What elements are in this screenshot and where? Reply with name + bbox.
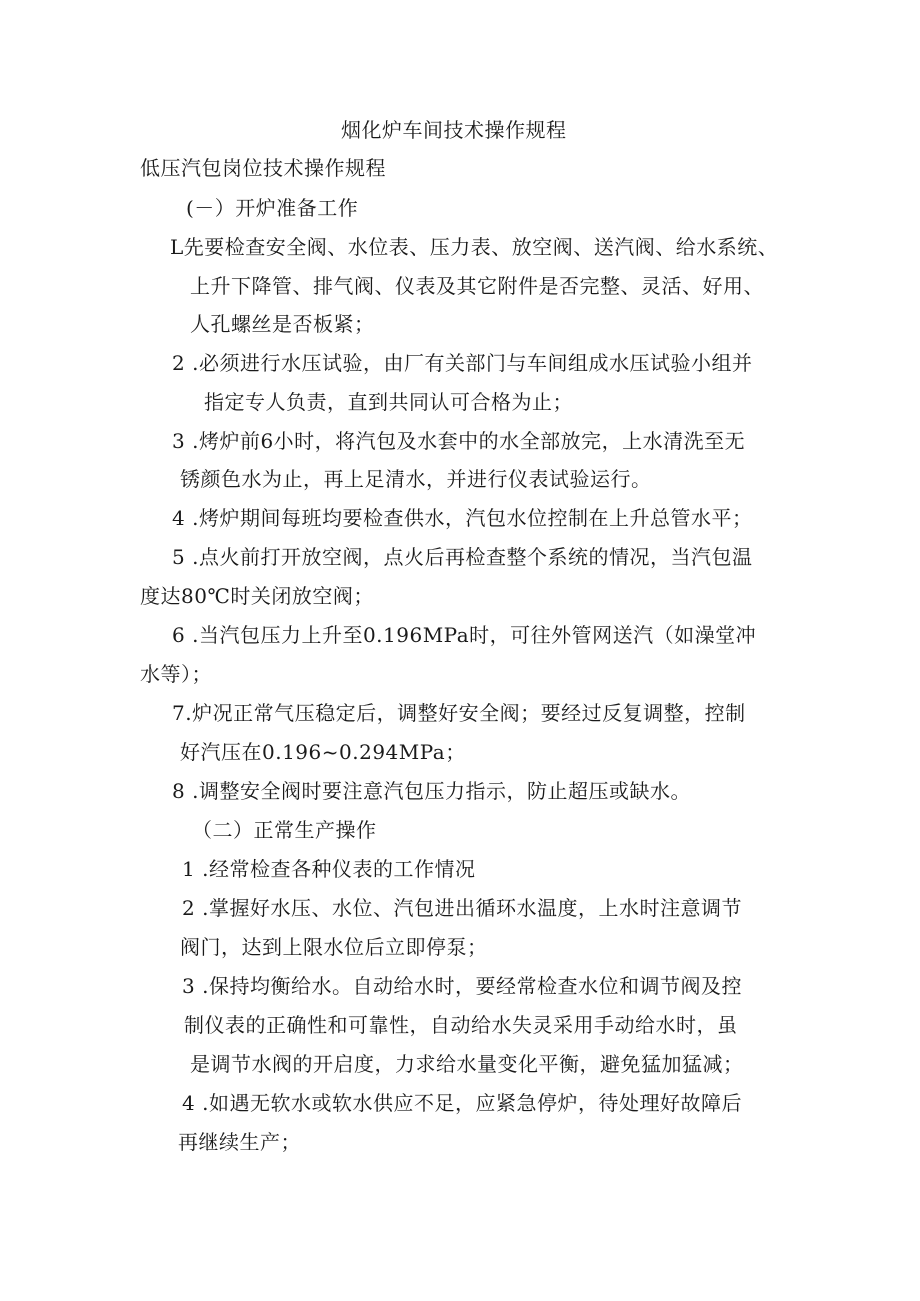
section1-item-3-line-1: 3 .烤炉前6小时，将汽包及水套中的水全部放完，上水清洗至无 [172, 429, 746, 453]
section2-item-2-line-2: 阀门，达到上限水位后立即停泵； [180, 935, 488, 959]
section1-item-3-line-2: 锈颜色水为止，再上足清水，并进行仪表试验运行。 [180, 467, 652, 491]
section-heading-1: (－）开炉准备工作 [186, 196, 359, 220]
section1-item-1-line-3: 人孔螺丝是否板紧； [190, 312, 375, 336]
section1-item-2-line-1: 2 .必须进行水压试验，由厂有关部门与车间组成水压试验小组并 [172, 351, 753, 375]
section1-item-4-line-1: 4 .烤炉期间每班均要检查供水，汽包水位控制在上升总管水平； [172, 506, 753, 530]
section1-item-2-line-2: 指定专人负责，直到共同认可合格为止； [204, 390, 573, 414]
section2-item-3-line-2: 制仪表的正确性和可靠性，自动给水失灵采用手动给水时，虽 [184, 1013, 738, 1037]
section1-item-7-line-1: 7.炉况正常气压稳定后，调整好安全阀；要经过反复调整，控制 [172, 701, 746, 725]
section2-item-1-line-1: 1 .经常检查各种仪表的工作情况 [182, 857, 476, 881]
section1-item-6-line-1: 6 .当汽包压力上升至0.196MPa时，可往外管网送汽（如澡堂冲 [172, 623, 757, 647]
section2-item-4-line-1: 4 .如遇无软水或软水供应不足，应紧急停炉，待处理好故障后 [182, 1091, 742, 1115]
section2-item-3-line-3: 是调节水阀的开启度，力求给水量变化平衡，避免猛加猛减； [190, 1052, 744, 1076]
document-subtitle: 低压汽包岗位技术操作规程 [140, 156, 386, 180]
section1-item-8-line-1: 8 .调整安全阀时要注意汽包压力指示，防止超压或缺水。 [172, 779, 691, 803]
section1-item-6-line-2: 水等）； [140, 662, 212, 686]
section2-item-2-line-1: 2 .掌握好水压、水位、汽包进出循环水温度，上水时注意调节 [182, 896, 742, 920]
section1-item-7-line-2: 好汽压在0.196~0.294MPa； [180, 740, 466, 764]
section2-item-4-line-2: 再继续生产； [178, 1130, 301, 1154]
section2-item-3-line-1: 3 .保持均衡给水。自动给水时，要经常检查水位和调节阀及控 [182, 974, 742, 998]
section1-item-1-line-2: 上升下降管、排气阀、仪表及其它附件是否完整、灵活、好用、 [190, 274, 764, 298]
section1-item-5-line-2: 度达80℃时关闭放空阀； [140, 584, 374, 608]
section1-item-1-line-1: L先要检查安全阀、水位表、压力表、放空阀、送汽阀、给水系统、 [170, 235, 779, 259]
section-heading-2: （二）正常生产操作 [192, 818, 377, 842]
section1-item-5-line-1: 5 .点火前打开放空阀，点火后再检查整个系统的情况，当汽包温 [172, 545, 753, 569]
document-title: 烟化炉车间技术操作规程 [341, 118, 567, 142]
